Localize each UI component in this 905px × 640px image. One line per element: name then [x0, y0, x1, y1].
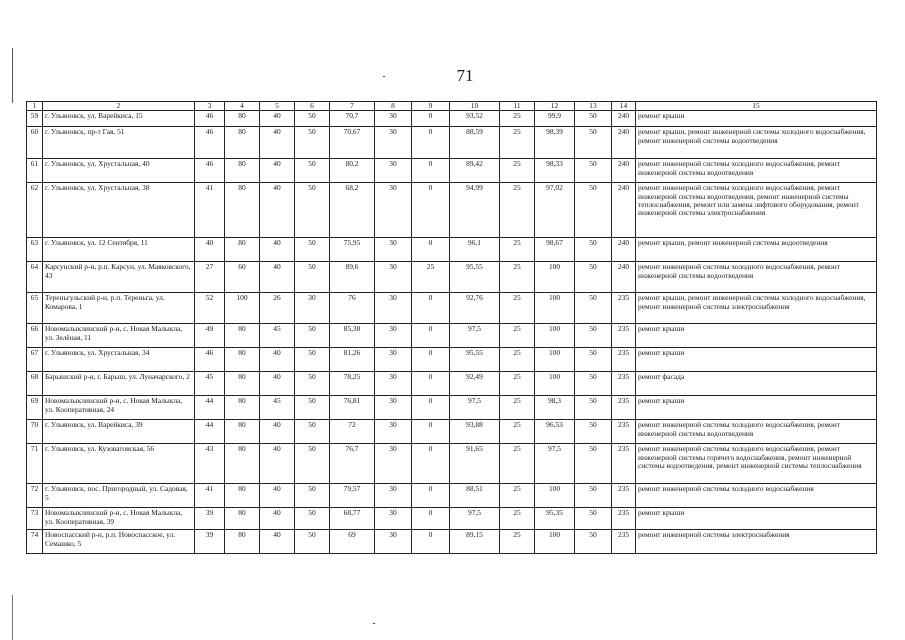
- value-cell: 40: [260, 159, 295, 183]
- value-cell: 40: [260, 127, 295, 159]
- repair-work-cell: ремонт крыши: [636, 324, 877, 348]
- value-cell: 50: [295, 262, 330, 293]
- value-cell: 50: [295, 127, 330, 159]
- value-cell: 97,02: [535, 183, 575, 238]
- value-cell: 240: [612, 238, 636, 262]
- page-number: 71: [456, 66, 474, 85]
- value-cell: 92,49: [450, 372, 500, 396]
- value-cell: 50: [295, 444, 330, 484]
- value-cell: 50: [575, 262, 612, 293]
- value-cell: 97,5: [535, 444, 575, 484]
- scan-edge-line: [12, 48, 13, 103]
- value-cell: 100: [535, 293, 575, 324]
- table-row: [27, 444, 877, 484]
- value-cell: 25: [500, 372, 535, 396]
- value-cell: 76,7: [330, 444, 375, 484]
- column-number-header: 13: [575, 102, 612, 111]
- repair-work-cell: ремонт крыши: [636, 111, 877, 127]
- value-cell: 0: [412, 293, 450, 324]
- value-cell: 50: [295, 484, 330, 508]
- value-cell: 240: [612, 159, 636, 183]
- value-cell: 80: [225, 530, 260, 554]
- repair-work-cell: ремонт инженерной системы холодного водоснабжения, ремонт инженерной системы горячего водоснабжения, ремонт инженерной системы водоотведения, ремонт инженерной системы теплоснабжения: [636, 444, 877, 484]
- value-cell: 49: [195, 324, 225, 348]
- value-cell: 40: [260, 348, 295, 372]
- repair-work-cell: ремонт крыши: [636, 396, 877, 420]
- value-cell: 0: [412, 127, 450, 159]
- address-cell: г. Ульяновск, ул. Варейкиса, 39: [43, 420, 195, 444]
- value-cell: 0: [412, 183, 450, 238]
- column-number-header: 10: [450, 102, 500, 111]
- value-cell: 72: [330, 420, 375, 444]
- value-cell: 30: [375, 484, 412, 508]
- value-cell: 25: [500, 508, 535, 530]
- value-cell: 25: [500, 396, 535, 420]
- value-cell: 30: [375, 508, 412, 530]
- address-cell: г. Ульяновск, ул. Хрустальная, 40: [43, 159, 195, 183]
- value-cell: 235: [612, 293, 636, 324]
- value-cell: 98,3: [535, 396, 575, 420]
- value-cell: 44: [195, 396, 225, 420]
- value-cell: 25: [500, 444, 535, 484]
- value-cell: 27: [195, 262, 225, 293]
- value-cell: 100: [535, 484, 575, 508]
- value-cell: 25: [500, 159, 535, 183]
- row-number-cell: 71: [27, 444, 43, 484]
- value-cell: 240: [612, 127, 636, 159]
- address-cell: Барышский р-н, г. Барыш, ул. Луначарского, 2: [43, 372, 195, 396]
- value-cell: 80: [225, 444, 260, 484]
- value-cell: 30: [375, 127, 412, 159]
- value-cell: 25: [500, 262, 535, 293]
- value-cell: 30: [375, 420, 412, 444]
- value-cell: 68,2: [330, 183, 375, 238]
- row-number-cell: 63: [27, 238, 43, 262]
- value-cell: 50: [295, 396, 330, 420]
- address-cell: Новоспасский р-н, р.п. Новоспасское, ул. Семашко, 5: [43, 530, 195, 554]
- table-row: [27, 127, 877, 159]
- value-cell: 39: [195, 508, 225, 530]
- row-number-cell: 59: [27, 111, 43, 127]
- value-cell: 30: [375, 324, 412, 348]
- value-cell: 235: [612, 396, 636, 420]
- address-cell: г. Ульяновск, ул. Кузоватовская, 56: [43, 444, 195, 484]
- value-cell: 70,7: [330, 111, 375, 127]
- value-cell: 89,42: [450, 159, 500, 183]
- value-cell: 79,57: [330, 484, 375, 508]
- value-cell: 30: [375, 396, 412, 420]
- value-cell: 50: [575, 183, 612, 238]
- value-cell: 68,77: [330, 508, 375, 530]
- row-number-cell: 74: [27, 530, 43, 554]
- address-cell: г. Ульяновск, пос. Пригородный, ул. Садовая, 5: [43, 484, 195, 508]
- value-cell: 98,39: [535, 127, 575, 159]
- value-cell: 235: [612, 420, 636, 444]
- value-cell: 45: [260, 396, 295, 420]
- value-cell: 75,95: [330, 238, 375, 262]
- value-cell: 80: [225, 183, 260, 238]
- value-cell: 50: [575, 324, 612, 348]
- value-cell: 25: [500, 348, 535, 372]
- value-cell: 46: [195, 159, 225, 183]
- value-cell: 46: [195, 127, 225, 159]
- value-cell: 80: [225, 508, 260, 530]
- value-cell: 50: [575, 508, 612, 530]
- row-number-cell: 68: [27, 372, 43, 396]
- value-cell: 78,25: [330, 372, 375, 396]
- value-cell: 30: [375, 348, 412, 372]
- value-cell: 50: [575, 238, 612, 262]
- value-cell: 60: [225, 262, 260, 293]
- value-cell: 44: [195, 420, 225, 444]
- value-cell: 97,5: [450, 508, 500, 530]
- value-cell: 30: [375, 159, 412, 183]
- value-cell: 40: [195, 238, 225, 262]
- value-cell: 0: [412, 396, 450, 420]
- address-cell: г. Ульяновск, пр-т Гая, 51: [43, 127, 195, 159]
- value-cell: 50: [295, 420, 330, 444]
- table-row: [27, 484, 877, 508]
- address-cell: г. Ульяновск, ул. Хрустальная, 34: [43, 348, 195, 372]
- value-cell: 50: [295, 111, 330, 127]
- value-cell: 0: [412, 324, 450, 348]
- row-number-cell: 73: [27, 508, 43, 530]
- table-row: [27, 111, 877, 127]
- table-row: [27, 238, 877, 262]
- column-number-header: 8: [375, 102, 412, 111]
- address-cell: Новомалыклинский р-н, с. Новая Малыкла, ул. Кооперативная, 39: [43, 508, 195, 530]
- value-cell: 80: [225, 396, 260, 420]
- table-row: [27, 530, 877, 554]
- value-cell: 25: [500, 420, 535, 444]
- value-cell: 0: [412, 111, 450, 127]
- column-number-header: 3: [195, 102, 225, 111]
- row-number-cell: 69: [27, 396, 43, 420]
- value-cell: 40: [260, 111, 295, 127]
- value-cell: 97,5: [450, 396, 500, 420]
- value-cell: 50: [295, 530, 330, 554]
- value-cell: 0: [412, 420, 450, 444]
- address-cell: г. Ульяновск, ул. Варейкиса, 15: [43, 111, 195, 127]
- value-cell: 50: [575, 372, 612, 396]
- table-row: [27, 159, 877, 183]
- value-cell: 100: [535, 530, 575, 554]
- column-number-header: 2: [43, 102, 195, 111]
- value-cell: 40: [260, 238, 295, 262]
- value-cell: 235: [612, 324, 636, 348]
- value-cell: 25: [500, 127, 535, 159]
- value-cell: 92,76: [450, 293, 500, 324]
- value-cell: 40: [260, 372, 295, 396]
- row-number-cell: 66: [27, 324, 43, 348]
- value-cell: 98,33: [535, 159, 575, 183]
- value-cell: 95,35: [535, 508, 575, 530]
- value-cell: 50: [575, 293, 612, 324]
- value-cell: 39: [195, 530, 225, 554]
- column-number-header: 12: [535, 102, 575, 111]
- value-cell: 50: [295, 238, 330, 262]
- value-cell: 50: [575, 484, 612, 508]
- value-cell: 94,99: [450, 183, 500, 238]
- value-cell: 25: [500, 293, 535, 324]
- value-cell: 25: [500, 111, 535, 127]
- column-number-header: 14: [612, 102, 636, 111]
- value-cell: 100: [225, 293, 260, 324]
- value-cell: 25: [500, 324, 535, 348]
- value-cell: 80: [225, 127, 260, 159]
- value-cell: 81,26: [330, 348, 375, 372]
- value-cell: 100: [535, 348, 575, 372]
- value-cell: 76,81: [330, 396, 375, 420]
- value-cell: 40: [260, 484, 295, 508]
- value-cell: 25: [412, 262, 450, 293]
- value-cell: 30: [375, 293, 412, 324]
- value-cell: 80: [225, 420, 260, 444]
- value-cell: 30: [375, 111, 412, 127]
- value-cell: 50: [295, 348, 330, 372]
- value-cell: 89,6: [330, 262, 375, 293]
- value-cell: 97,5: [450, 324, 500, 348]
- value-cell: 50: [575, 127, 612, 159]
- value-cell: 88,59: [450, 127, 500, 159]
- value-cell: 40: [260, 420, 295, 444]
- value-cell: 0: [412, 372, 450, 396]
- value-cell: 80: [225, 238, 260, 262]
- value-cell: 235: [612, 372, 636, 396]
- value-cell: 95,55: [450, 262, 500, 293]
- repair-work-cell: ремонт инженерной системы холодного водоснабжения, ремонт инженерной системы водоотведения: [636, 262, 877, 293]
- value-cell: 235: [612, 508, 636, 530]
- value-cell: 80,2: [330, 159, 375, 183]
- value-cell: 240: [612, 262, 636, 293]
- value-cell: 50: [295, 324, 330, 348]
- value-cell: 50: [295, 508, 330, 530]
- value-cell: 30: [375, 238, 412, 262]
- address-cell: Новомалыклинский р-н, с. Новая Малыкла, ул. Кооперативная, 24: [43, 396, 195, 420]
- repair-work-cell: ремонт инженерной системы холодного водоснабжения, ремонт инженерной системы водоотведения: [636, 159, 877, 183]
- row-number-cell: 60: [27, 127, 43, 159]
- row-number-cell: 70: [27, 420, 43, 444]
- value-cell: 30: [375, 444, 412, 484]
- value-cell: 99,9: [535, 111, 575, 127]
- value-cell: 89,15: [450, 530, 500, 554]
- address-cell: Новомалыклинский р-н, с. Новая Малыкла, ул. Зелёная, 11: [43, 324, 195, 348]
- value-cell: 40: [260, 530, 295, 554]
- address-cell: г. Ульяновск, ул. Хрустальная, 38: [43, 183, 195, 238]
- column-number-header: 5: [260, 102, 295, 111]
- value-cell: 45: [260, 324, 295, 348]
- value-cell: 40: [260, 183, 295, 238]
- value-cell: 240: [612, 183, 636, 238]
- row-number-cell: 62: [27, 183, 43, 238]
- address-cell: г. Ульяновск, ул. 12 Сентября, 11: [43, 238, 195, 262]
- row-number-cell: 64: [27, 262, 43, 293]
- table-row: [27, 262, 877, 293]
- value-cell: 45: [195, 372, 225, 396]
- repair-work-cell: ремонт крыши, ремонт инженерной системы холодного водоснабжения, ремонт инженерной системы электроснабжения: [636, 293, 877, 324]
- repair-work-cell: ремонт инженерной системы холодного водоснабжения, ремонт инженерной системы водоотведения, ремонт инженерной системы теплоснабжения, ремонт или замена лифтового оборудования, ремонт инженерной системы электроснабжения: [636, 183, 877, 238]
- value-cell: 52: [195, 293, 225, 324]
- value-cell: 50: [295, 183, 330, 238]
- value-cell: 50: [575, 348, 612, 372]
- value-cell: 96,53: [535, 420, 575, 444]
- value-cell: 70,67: [330, 127, 375, 159]
- value-cell: 76: [330, 293, 375, 324]
- value-cell: 30: [375, 372, 412, 396]
- column-number-header: 1: [27, 102, 43, 111]
- value-cell: 40: [260, 262, 295, 293]
- housing-repair-table: [26, 101, 877, 554]
- value-cell: 30: [295, 293, 330, 324]
- value-cell: 25: [500, 238, 535, 262]
- value-cell: 235: [612, 444, 636, 484]
- value-cell: 40: [260, 508, 295, 530]
- value-cell: 93,52: [450, 111, 500, 127]
- value-cell: 43: [195, 444, 225, 484]
- table-row: [27, 396, 877, 420]
- value-cell: 50: [295, 372, 330, 396]
- scan-speck: [383, 76, 385, 77]
- value-cell: 40: [260, 444, 295, 484]
- repair-work-cell: ремонт крыши, ремонт инженерной системы водоотведения: [636, 238, 877, 262]
- value-cell: 0: [412, 348, 450, 372]
- value-cell: 0: [412, 530, 450, 554]
- table-row: [27, 372, 877, 396]
- value-cell: 98,67: [535, 238, 575, 262]
- repair-work-cell: ремонт инженерной системы холодного водоснабжения, ремонт инженерной системы водоотведения: [636, 420, 877, 444]
- value-cell: 50: [295, 159, 330, 183]
- value-cell: 41: [195, 484, 225, 508]
- row-number-cell: 72: [27, 484, 43, 508]
- repair-work-cell: ремонт инженерной системы холодного водоснабжения: [636, 484, 877, 508]
- value-cell: 50: [575, 420, 612, 444]
- table-header-row: [27, 102, 877, 111]
- value-cell: 46: [195, 348, 225, 372]
- value-cell: 100: [535, 372, 575, 396]
- value-cell: 25: [500, 484, 535, 508]
- value-cell: 30: [375, 183, 412, 238]
- value-cell: 80: [225, 484, 260, 508]
- row-number-cell: 61: [27, 159, 43, 183]
- value-cell: 80: [225, 348, 260, 372]
- value-cell: 50: [575, 111, 612, 127]
- scan-speck: [373, 623, 375, 624]
- value-cell: 93,88: [450, 420, 500, 444]
- column-number-header: 6: [295, 102, 330, 111]
- table-row: [27, 348, 877, 372]
- value-cell: 30: [375, 262, 412, 293]
- repair-work-cell: ремонт крыши: [636, 508, 877, 530]
- value-cell: 80: [225, 159, 260, 183]
- value-cell: 91,65: [450, 444, 500, 484]
- value-cell: 0: [412, 238, 450, 262]
- column-number-header: 9: [412, 102, 450, 111]
- value-cell: 240: [612, 111, 636, 127]
- table-row: [27, 293, 877, 324]
- value-cell: 85,38: [330, 324, 375, 348]
- repair-work-cell: ремонт инженерной системы электроснабжения: [636, 530, 877, 554]
- address-cell: Тереньгульский р-н, р.п. Тереньга, ул. Комарова, 1: [43, 293, 195, 324]
- value-cell: 41: [195, 183, 225, 238]
- table-row: [27, 420, 877, 444]
- value-cell: 46: [195, 111, 225, 127]
- value-cell: 235: [612, 484, 636, 508]
- column-number-header: 4: [225, 102, 260, 111]
- value-cell: 80: [225, 372, 260, 396]
- value-cell: 30: [375, 530, 412, 554]
- value-cell: 100: [535, 324, 575, 348]
- column-number-header: 7: [330, 102, 375, 111]
- column-number-header: 15: [636, 102, 877, 111]
- value-cell: 0: [412, 508, 450, 530]
- value-cell: 100: [535, 262, 575, 293]
- value-cell: 80: [225, 111, 260, 127]
- row-number-cell: 67: [27, 348, 43, 372]
- repair-work-cell: ремонт крыши: [636, 348, 877, 372]
- repair-work-cell: ремонт фасада: [636, 372, 877, 396]
- value-cell: 25: [500, 530, 535, 554]
- value-cell: 80: [225, 324, 260, 348]
- value-cell: 0: [412, 159, 450, 183]
- value-cell: 50: [575, 159, 612, 183]
- column-number-header: 11: [500, 102, 535, 111]
- value-cell: 50: [575, 530, 612, 554]
- value-cell: 235: [612, 530, 636, 554]
- value-cell: 0: [412, 484, 450, 508]
- value-cell: 96,1: [450, 238, 500, 262]
- table-row: [27, 508, 877, 530]
- value-cell: 25: [500, 183, 535, 238]
- value-cell: 26: [260, 293, 295, 324]
- value-cell: 235: [612, 348, 636, 372]
- table-row: [27, 324, 877, 348]
- address-cell: Карсунский р-н, р.п. Карсун, ул. Маяковского, 43: [43, 262, 195, 293]
- value-cell: 50: [575, 444, 612, 484]
- value-cell: 0: [412, 444, 450, 484]
- row-number-cell: 65: [27, 293, 43, 324]
- table-row: [27, 183, 877, 238]
- value-cell: 88,51: [450, 484, 500, 508]
- value-cell: 69: [330, 530, 375, 554]
- repair-work-cell: ремонт крыши, ремонт инженерной системы холодного водоснабжения, ремонт инженерной системы водоотведения: [636, 127, 877, 159]
- scan-edge-line: [12, 595, 13, 640]
- value-cell: 50: [575, 396, 612, 420]
- value-cell: 95,55: [450, 348, 500, 372]
